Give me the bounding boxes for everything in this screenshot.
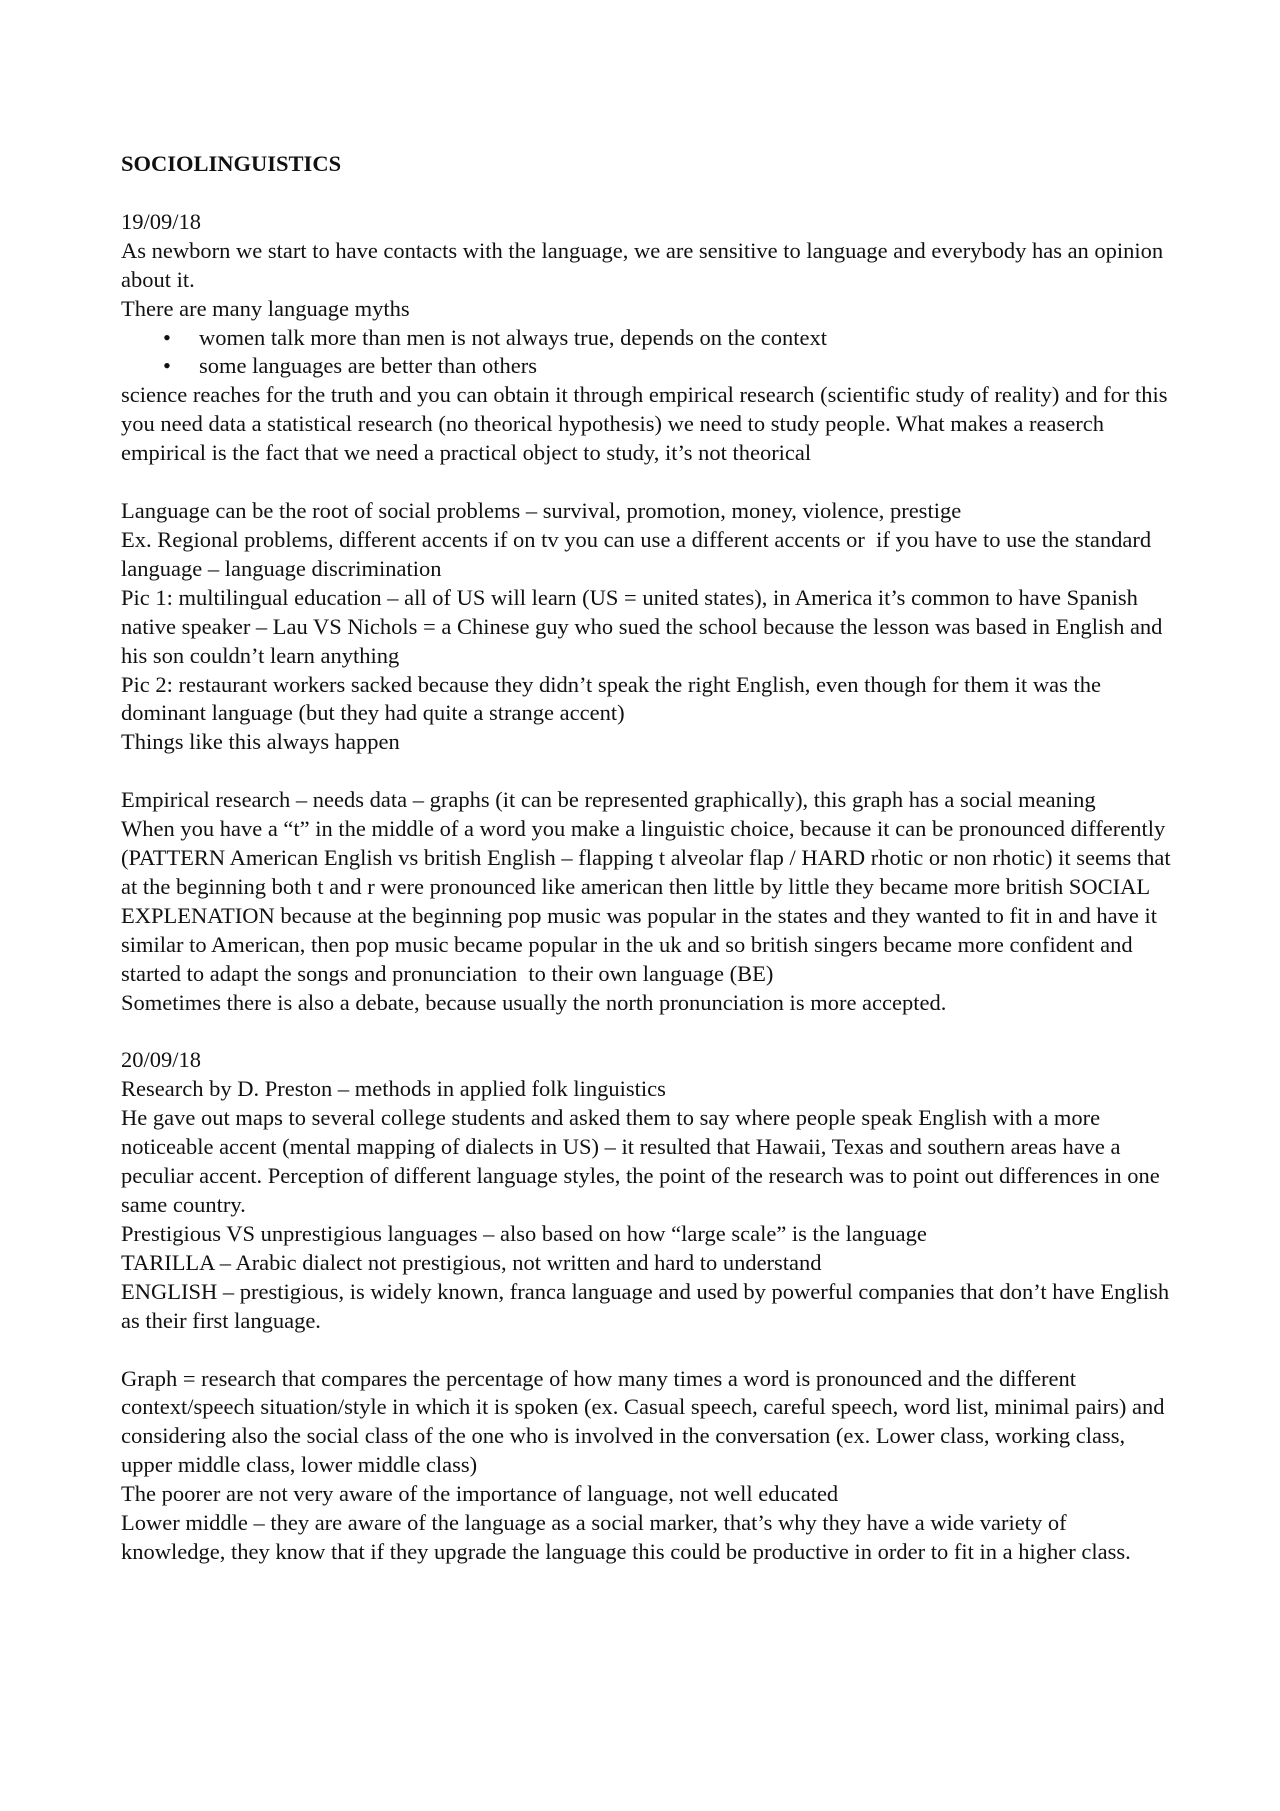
paragraph-myths-heading: There are many language myths: [121, 295, 410, 321]
paragraph-things: Things like this always happen: [121, 729, 400, 755]
paragraph-root: Language can be the root of social problems – survival, promotion, money, violence, prestige: [121, 498, 962, 524]
paragraph-tarilla: TARILLA – Arabic dialect not prestigious, not written and hard to understand: [121, 1249, 822, 1275]
list-item: [121, 324, 1171, 353]
section-graph: [121, 1365, 1171, 1567]
bullet-icon: •: [163, 353, 171, 379]
date-heading: 20/09/18: [121, 1047, 202, 1073]
list-item-text: women talk more than men is not always true, depends on the context: [199, 324, 827, 350]
document-page: [121, 150, 1177, 1567]
paragraph-empirical: Empirical research – needs data – graphs (it can be represented graphically), this graph has a social meaning: [121, 787, 1096, 813]
myths-list: [121, 324, 1171, 382]
paragraph-intro: As newborn we start to have contacts with the language, we are sensitive to language and everybody has an opinion about it.: [121, 237, 1169, 292]
document-title: SOCIOLINGUISTICS: [121, 151, 342, 176]
paragraph-regional: Ex. Regional problems, different accents if on tv you can use a different accents or if you have to use the standard language – language discrimination: [121, 526, 1157, 581]
spacer: [121, 1017, 1171, 1046]
list-item: [121, 352, 1171, 381]
section-empirical-research: [121, 786, 1177, 1017]
list-item-text: some languages are better than others: [199, 353, 537, 379]
paragraph-graph: Graph = research that compares the percentage of how many times a word is pronounced and the different context/speech situation/style in which it is spoken (ex. Casual speech, careful speech, word list, minimal pairs) and considering also the social class of the one who is involved in the conversation (ex. Lower class, working class, upper middle class, lower middle class): [121, 1365, 1171, 1478]
paragraph-lower-middle: Lower middle – they are aware of the language as a social marker, that’s why they have a wide variety of knowledge, they know that if they upgrade the language this could be productive in order to fit in a higher class.: [121, 1510, 1131, 1564]
section-20-09-18: [121, 1046, 1175, 1335]
date-heading: 19/09/18: [121, 208, 202, 234]
paragraph-pic2: Pic 2: restaurant workers sacked because they didn’t speak the right English, even though for them it was the dominant language (but they had quite a strange accent): [121, 671, 1107, 726]
section-19-09-18: [121, 208, 1174, 468]
paragraph-poorer: The poorer are not very aware of the importance of language, not well educated: [121, 1481, 839, 1507]
paragraph-english: ENGLISH – prestigious, is widely known, franca language and used by powerful companies that don’t have English as their first language.: [121, 1278, 1175, 1333]
paragraph-debate: Sometimes there is also a debate, because usually the north pronunciation is more accepted.: [121, 989, 947, 1015]
spacer: [121, 468, 1171, 497]
spacer: [121, 1336, 1171, 1365]
bullet-icon: •: [163, 324, 171, 350]
paragraph-science: science reaches for the truth and you can obtain it through empirical research (scientific study of reality) and for this you need data a statistical research (no theorical hypothesis) we need to study people. What makes a reaserch empirical is the fact that we need a practical object to study, it’s not theorical: [121, 382, 1174, 466]
section-social-problems: [121, 497, 1171, 757]
spacer: [121, 757, 1171, 786]
paragraph-maps: He gave out maps to several college students and asked them to say where people speak English with a more noticeable accent (mental mapping of dialects in US) – it resulted that Hawaii, Texas and southern areas have a peculiar accent. Perception of different language styles, the point of the research was to point out differences in one same country.: [121, 1105, 1166, 1217]
paragraph-prestigious: Prestigious VS unprestigious languages – also based on how “large scale” is the language: [121, 1220, 927, 1246]
paragraph-pic1: Pic 1: multilingual education – all of US will learn (US = united states), in America it’s common to have Spanish native speaker – Lau VS Nichols = a Chinese guy who sued the school because the lesson was based in English and his son couldn’t learn anything: [121, 584, 1169, 668]
paragraph-t-middle: When you have a “t” in the middle of a word you make a linguistic choice, because it can be pronounced differently (PATTERN American English vs british English – flapping t alveolar flap / HARD rhotic or non rhotic) it seems that at the beginning both t and r were pronounced like american then little by little they became more british SOCIAL EXPLENATION because at the beginning pop music was popular in the states and they wanted to fit in and have it similar to American, then pop music became popular in the uk and so british singers became more confident and started to adapt the songs and pronunciation to their own language (BE): [121, 816, 1177, 986]
paragraph-preston: Research by D. Preston – methods in applied folk linguistics: [121, 1076, 666, 1102]
